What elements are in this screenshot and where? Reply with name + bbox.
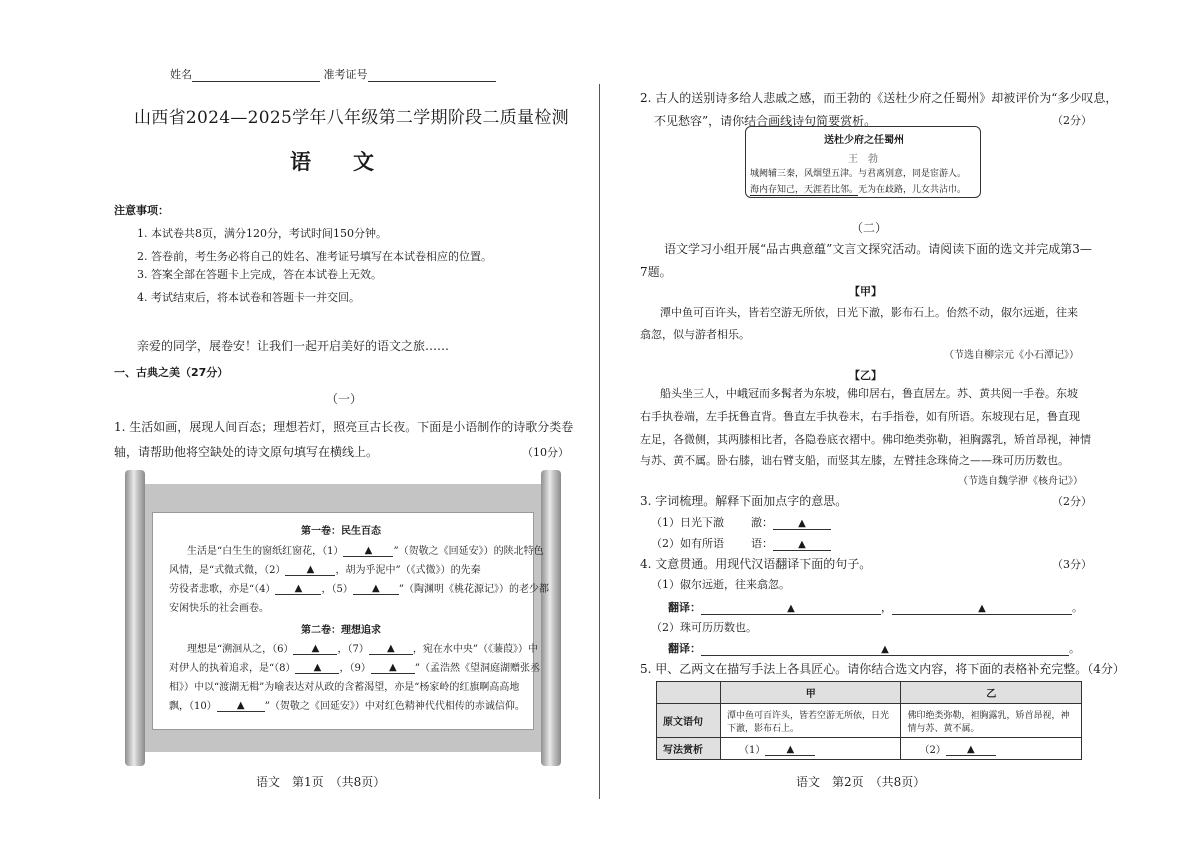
answer-blank[interactable]: ▲ xyxy=(369,643,413,655)
question-score: （10分） xyxy=(522,446,569,459)
exam-title: 山西省2024—2025学年八年级第二学期阶段二质量检测 xyxy=(134,108,569,128)
passage-line: 船头坐三人，中峨冠而多髯者为东坡，佛印居右，鲁直居左。苏、黄共阅一手卷。东坡 xyxy=(660,387,1078,400)
page-footer: 语文 第2页 （共8页） xyxy=(796,775,926,789)
answer-blank[interactable]: ▲ xyxy=(275,583,321,595)
scroll-line: 对伊人的执着追求，是“（8） ▲ ，（9） ▲ ”（孟浩然《望洞庭湖赠张丞 xyxy=(169,662,540,674)
table-col-yi: 乙 xyxy=(901,682,1082,704)
table-col-jia: 甲 xyxy=(720,682,901,704)
scroll-line: 理想是“溯洄从之，（6） ▲ ，（7） ▲ ，宛在水中央”（《蒹葭》）中 xyxy=(187,643,538,655)
passage-source: （节选自柳宗元《小石潭记》） xyxy=(944,350,1079,361)
passage-line: 翕忽，似与游者相乐。 xyxy=(640,328,750,341)
poem-title: 送杜少府之任蜀州 xyxy=(824,135,904,146)
scroll-line: 生活是“白生生的窗纸红窗花，（1） ▲ ”（贺敬之《回延安》）的陕北特色 xyxy=(187,545,544,557)
notice-item: 2. 答卷前，考生务必将自己的姓名、准考证号填写在本试卷相应的位置。 xyxy=(137,250,492,263)
subject-title: 语 文 xyxy=(290,150,374,174)
poem-author: 王 勃 xyxy=(848,154,878,165)
question-5-stem: 5. 甲、乙两文在描写手法上各具匠心。请你结合选文内容，将下面的表格补充完整。（4分） xyxy=(640,662,1125,676)
answer-blank[interactable]: ▲ xyxy=(773,516,831,530)
scroll-volume-title: 第二卷：理想追求 xyxy=(301,625,381,636)
answer-blank[interactable]: ▲ xyxy=(701,642,1069,656)
answer-blank[interactable]: ▲ xyxy=(701,601,881,615)
notice-title: 注意事项： xyxy=(114,204,169,217)
notice-item: 1. 本试卷共8页，满分120分，考试时间150分钟。 xyxy=(137,227,387,240)
answer-blank[interactable]: ▲ xyxy=(892,601,1072,615)
scroll-line: 飘，（10） ▲ ”（贺敬之《回延安》）中对红色精神代代相传的赤诚信仰。 xyxy=(169,700,525,712)
answer-blank[interactable]: ▲ xyxy=(295,662,339,674)
passage-line: 左足，各微侧，其两膝相比者，各隐卷底衣褶中。佛印绝类弥勒，袒胸露乳，矫首昂视，神情 xyxy=(640,433,1091,446)
student-info-line xyxy=(170,66,496,82)
answer-blank[interactable]: ▲ xyxy=(946,744,996,756)
question-score: （2分） xyxy=(1052,114,1092,127)
answer-blank[interactable]: ▲ xyxy=(371,662,415,674)
answer-blank[interactable]: ▲ xyxy=(773,537,831,551)
notice-item: 4. 考试结束后，将本试卷和答题卡一并交回。 xyxy=(137,291,360,304)
table-row-label: 写法赏析 xyxy=(657,738,721,760)
question-1-line: 轴，请帮助他将空缺处的诗文原句填写在横线上。 xyxy=(114,445,379,459)
poem-box xyxy=(745,126,981,198)
answer-blank[interactable]: ▲ xyxy=(765,744,815,756)
q3-item: （2）如有所语 xyxy=(651,537,724,550)
id-field[interactable] xyxy=(368,70,496,82)
question-score: （2分） xyxy=(1052,495,1092,508)
name-label: 姓名 xyxy=(170,68,192,81)
question-2-line: 不见愁容”，请你结合画线诗句简要赏析。 xyxy=(654,114,877,128)
passage-source: （节选自魏学洢《核舟记》） xyxy=(958,476,1083,487)
passage-line: 潭中鱼可百许头，皆若空游无所依，日光下澈，影布石上。佁然不动，俶尔远逝，往来 xyxy=(660,306,1078,319)
q4-sentence: （2）珠可历历数也。 xyxy=(651,621,757,634)
scroll-line: 相》）中以“渡湖无楫”为喻表达对从政的含蓄渴望，亦是“杨家岭的红旗啊高高地 xyxy=(169,682,520,693)
q5-table xyxy=(656,681,1082,760)
scroll-rod-left xyxy=(125,470,145,766)
scroll-paper xyxy=(152,512,549,730)
question-score: （3分） xyxy=(1052,558,1092,571)
answer-blank[interactable]: ▲ xyxy=(353,583,399,595)
poem-line: 海内存知己，天涯若比邻。无为在歧路，儿女共沾巾。 xyxy=(750,185,967,195)
table-cell: 佛印绝类弥勒，袒胸露乳，矫首昂视，神情与苏、黄不属。 xyxy=(901,704,1082,738)
q4-translation: 翻译： ▲ 。 xyxy=(668,642,1080,655)
intro-line: 7题。 xyxy=(640,265,672,279)
scroll-volume-title: 第一卷：民生百态 xyxy=(301,526,381,537)
question-3-stem: 3. 字词梳理。解释下面加点字的意思。 xyxy=(640,494,848,508)
scroll-line: 安闲快乐的社会画卷。 xyxy=(169,603,269,614)
part-heading: （二） xyxy=(851,221,888,235)
table-cell: （2） ▲ xyxy=(901,738,1082,760)
passage-line: 右手执卷端，左手抚鲁直背。鲁直左手执卷末，右手指卷，如有所语。东坡现右足，鲁直现 xyxy=(640,410,1080,423)
q4-translation: 翻译： ▲ ， ▲ 。 xyxy=(668,601,1083,614)
poem-line: 城阙辅三秦，风烟望五津。与君离别意，同是宦游人。 xyxy=(750,169,967,179)
notice-item: 3. 答案全部在答题卡上完成，答在本试卷上无效。 xyxy=(137,268,382,281)
scroll-line: 风情，是“式微式微，（2） ▲ ，胡为乎泥中”（《式微》）的先秦 xyxy=(169,564,481,576)
answer-blank[interactable]: ▲ xyxy=(217,700,265,712)
passage-line: 与苏、黄不属。卧右膝，诎右臂支船，而竖其左膝，左臂挂念珠倚之——珠可历历数也。 xyxy=(640,454,1069,467)
q3-answer: 澈： ▲ xyxy=(751,514,831,530)
q4-sentence: （1）俶尔远逝，往来翕忽。 xyxy=(651,578,790,591)
part-heading: （一） xyxy=(326,392,363,406)
q3-item: （1）日光下澈 xyxy=(651,516,724,529)
answer-blank[interactable]: ▲ xyxy=(293,643,337,655)
question-4-stem: 4. 文意贯通。用现代汉语翻译下面的句子。 xyxy=(640,557,872,571)
q3-answer: 语： ▲ xyxy=(751,535,831,551)
question-2-line: 2. 古人的送别诗多给人悲戚之感，而王勃的《送杜少府之任蜀州》却被评价为“多少叹息， xyxy=(640,91,1118,105)
page-footer: 语文 第1页 （共8页） xyxy=(256,775,386,789)
passage-label: 【甲】 xyxy=(849,285,882,298)
table-cell: （1） ▲ xyxy=(720,738,901,760)
answer-blank[interactable]: ▲ xyxy=(285,564,335,576)
intro-line: 语文学习小组开展“品古典意蕴”文言文探究活动。请阅读下面的选文并完成第3— xyxy=(664,242,1092,256)
section-heading: 一、古典之美（27分） xyxy=(114,366,229,379)
table-cell: 潭中鱼可百许头，皆若空游无所依，日光下澈，影布石上。 xyxy=(720,704,901,738)
id-label: 准考证号 xyxy=(323,68,368,81)
scroll-line: 劳役者悲歌，亦是“（4） ▲ ，（5） ▲ ”（陶渊明《桃花源记》）的老少都 xyxy=(169,583,549,595)
name-field[interactable] xyxy=(192,70,320,82)
greeting: 亲爱的同学，展卷安！让我们一起开启美好的语文之旅…… xyxy=(137,339,450,353)
table-row-label: 原文语句 xyxy=(657,704,721,738)
passage-label: 【乙】 xyxy=(849,369,882,382)
poem-underlined-line: 海内存知己，天涯若比邻。 xyxy=(750,185,859,195)
scroll-rod-right xyxy=(541,470,561,766)
question-1-line: 1. 生活如画，展现人间百态；理想若灯，照亮亘古长夜。下面是小语制作的诗歌分类卷 xyxy=(114,420,574,434)
answer-blank[interactable]: ▲ xyxy=(343,545,393,557)
